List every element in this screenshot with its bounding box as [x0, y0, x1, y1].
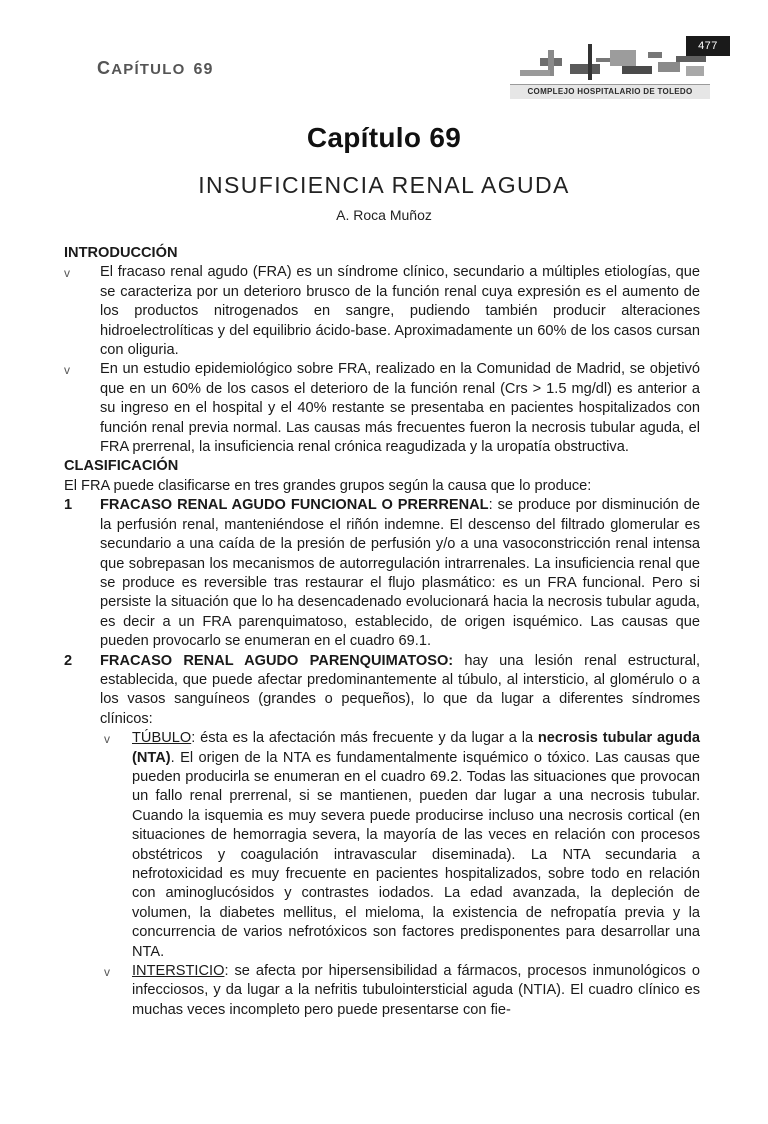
- intro-paragraph: [64, 263, 700, 360]
- item-number: 1: [64, 497, 73, 514]
- item-number: 2: [64, 652, 73, 669]
- intro-text-1: El fracaso renal agudo (FRA) es un síndrome clínico, secundario a múltiples etiologías, que se caracteriza por un deterioro brusco de la función renal cuya expresión es el aumento de los productos nitrogenados en sangre, pudiendo también producir alteraciones hidroelectrolíticas y del equilibrio ácido-base. Aproximadamente un 60% de los casos cursan con oliguria.: [100, 264, 700, 359]
- logo-graphic: [500, 36, 712, 86]
- bullet-marker: v: [104, 732, 110, 747]
- sub-item-text: : ésta es la afectación más frecuente y da lugar a la: [191, 730, 538, 747]
- intro-paragraph: [64, 360, 700, 457]
- classification-item-parenquimatoso: [64, 652, 700, 730]
- classification-item-prerrenal: [64, 496, 700, 651]
- intro-text-2: En un estudio epidemiológico sobre FRA, realizado en la Comunidad de Madrid, se objetivó que en un 60% de los casos el deterioro de la función renal (Crs > 1.5 mg/dl) es anterior a su ingreso en el hospital y el 40% restante se presentaba en pacientes hospitalizados con función renal previa normal. Las causas más frecuentes fueron la necrosis tubular aguda, el FRA prerrenal, la insuficiencia renal crónica reagudizada y la uropatía obstructiva.: [100, 361, 700, 456]
- bullet-marker: v: [64, 266, 70, 281]
- chapter-title: Capítulo 69: [306, 122, 462, 153]
- sub-item-intersticio: [64, 962, 700, 1020]
- item-text: hay una lesión renal estructural, establecida, que puede afectar predominantemente al túbulo, al intersticio, al glomérulo o a los vasos sanguíneos (grandes o pequeños), lo que da lugar a diferentes síndromes clínicos:: [100, 652, 701, 727]
- clasificacion-lead: El FRA puede clasificarse en tres grandes grupos según la causa que lo produce:: [64, 477, 592, 494]
- sub-item-text: . El origen de la NTA es fundamentalmente isquémico o tóxico. Las causas que pueden producirla se enumeran en el cuadro 69.2. Todas las situaciones que provocan un fallo renal prerrenal, si se mantienen, pueden dar lugar a una necrosis tubular. Cuando la isquemia es muy severa puede producirse incluso una necrosis cortical (en situaciones de hemorragia severa, la mayoría de las veces en relación con procesos obstétricos y coagulación intravascular diseminada). La NTA secundaria a nefrotoxicidad es muy frecuente en pacientes hospitalizados, sobre todo en relación con aminoglucósidos y contrastes iodados. La edad avanzada, la depleción de volumen, la diabetes mellitus, el mieloma, la existencia de nefropatía previa y la concurrencia de varios nefrotóxicos son factores predisponentes para desarrollar una NTA.: [132, 749, 700, 960]
- chapter-tag-number: 69: [193, 61, 214, 78]
- chapter-author: A. Roca Muñoz: [336, 207, 432, 223]
- bullet-marker: v: [104, 965, 110, 980]
- bullet-marker: v: [64, 363, 70, 378]
- document-body: [64, 244, 700, 1020]
- hospital-logo: [500, 36, 712, 102]
- item-text: : se produce por disminución de la perfusión renal, manteniéndose el riñón indemne. El descenso del filtrado glomerular es secundario a una caída de la presión de perfusión y/o a una vasoconstricción renal intensa que sobrepasan los mecanismos de autorregulación intrarrenales. La insuficiencia renal que se produce es reversible tras restaurar el flujo plasmático: es un FRA funcional. Pero si persiste la situación que lo ha desencadenado evolucionará hacia la necrosis tubular aguda, es decir a un FRA parenquimatoso, establecido, de origen isquémico. Las causas que pueden provocarlo se enumeran en el cuadro 69.1.: [100, 497, 700, 650]
- item-title: FRACASO RENAL AGUDO PARENQUIMATOSO:: [100, 652, 454, 669]
- chapter-subject: INSUFICIENCIA RENAL AGUDA: [198, 172, 570, 198]
- section-heading-clasificacion: CLASIFICACIÓN: [64, 458, 179, 475]
- section-heading-introduccion: INTRODUCCIÓN: [64, 245, 178, 261]
- page-number: 477: [686, 36, 730, 56]
- sub-item-label: TÚBULO: [132, 730, 192, 747]
- item-title: FRACASO RENAL AGUDO FUNCIONAL O PRERRENAL: [100, 497, 489, 514]
- sub-item-text: : se afecta por hipersensibilidad a fármacos, procesos inmunológicos o infecciosos, y da lugar a la nefritis tubulointersticial aguda (NTIA). El cuadro clínico es muchas veces incompleto pero puede presentarse con fie-: [132, 963, 700, 1018]
- running-header: [97, 58, 214, 79]
- logo-band-text: COMPLEJO HOSPITALARIO DE TOLEDO: [510, 84, 710, 99]
- chapter-tag-rest: APÍTULO: [111, 61, 186, 78]
- sub-item-tubulo: [64, 729, 700, 962]
- sub-item-bold: necrosis tubular aguda (NTA): [132, 730, 700, 766]
- sub-item-label: INTERSTICIO: [132, 963, 225, 980]
- chapter-tag-lead: C: [97, 58, 112, 78]
